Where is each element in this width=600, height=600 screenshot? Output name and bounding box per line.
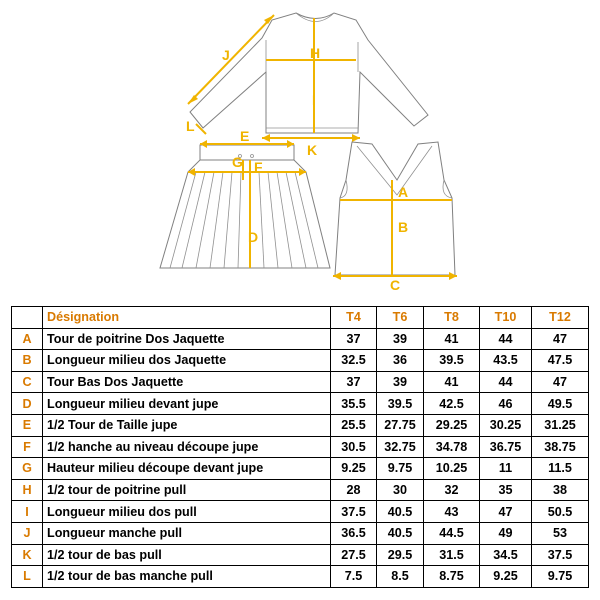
measure-letter: K [12,544,43,566]
measure-value: 37 [331,371,377,393]
measure-value: 25.5 [331,414,377,436]
table-row [12,501,589,523]
pullover-drawing [190,13,428,133]
measure-value: 7.5 [331,566,377,588]
measure-name: Longueur milieu dos Jaquette [43,350,331,372]
measure-value: 11.5 [532,458,589,480]
measure-value: 53 [532,522,589,544]
measure-value: 9.75 [532,566,589,588]
measure-letter: A [12,328,43,350]
label-J: J [222,47,230,63]
table-body [12,328,589,587]
skirt-drawing [160,145,330,268]
header-designation: Désignation [43,307,331,329]
measure-value: 36 [377,350,424,372]
measure-name: Hauteur milieu découpe devant jupe [43,458,331,480]
label-D: D [248,229,259,245]
measure-value: 9.25 [331,458,377,480]
measure-value: 39.5 [377,393,424,415]
measure-value: 44 [480,328,532,350]
measure-value: 29.25 [424,414,480,436]
measure-value: 43.5 [480,350,532,372]
label-F: F [254,159,263,175]
measure-value: 8.5 [377,566,424,588]
measure-name: Longueur milieu devant jupe [43,393,331,415]
measure-name: 1/2 tour de bas pull [43,544,331,566]
label-C: C [390,277,401,293]
measure-value: 39.5 [424,350,480,372]
measure-value: 27.5 [331,544,377,566]
measure-name: 1/2 tour de poitrine pull [43,479,331,501]
measure-letter: C [12,371,43,393]
measure-value: 41 [424,371,480,393]
table-row [12,350,589,372]
label-A: A [398,184,409,200]
measure-value: 39 [377,371,424,393]
measure-value: 40.5 [377,501,424,523]
measure-value: 37.5 [331,501,377,523]
measure-value: 32 [424,479,480,501]
table-row [12,544,589,566]
measure-name: Tour de poitrine Dos Jaquette [43,328,331,350]
measure-value: 47.5 [532,350,589,372]
measure-name: 1/2 tour de bas manche pull [43,566,331,588]
measure-value: 34.78 [424,436,480,458]
header-size-t10: T10 [480,307,532,329]
table-row [12,458,589,480]
measure-value: 43 [424,501,480,523]
measure-letter: B [12,350,43,372]
measure-value: 39 [377,328,424,350]
measure-value: 47 [532,328,589,350]
header-size-t4: T4 [331,307,377,329]
header-size-t8: T8 [424,307,480,329]
header-size-t12: T12 [532,307,589,329]
measure-value: 44 [480,371,532,393]
size-chart-table [11,306,589,588]
measure-value: 8.75 [424,566,480,588]
measure-value: 31.5 [424,544,480,566]
table-row [12,414,589,436]
measure-name: 1/2 hanche au niveau découpe jupe [43,436,331,458]
table-row [12,436,589,458]
measure-name: Longueur manche pull [43,522,331,544]
label-G: G [232,154,243,170]
table-row [12,328,589,350]
table-row [12,566,589,588]
measure-value: 35.5 [331,393,377,415]
label-L: L [186,118,195,134]
label-E: E [240,128,250,144]
measure-letter: L [12,566,43,588]
measure-name: Longueur milieu dos pull [43,501,331,523]
measure-value: 27.75 [377,414,424,436]
measure-value: 44.5 [424,522,480,544]
measure-value: 38 [532,479,589,501]
measure-value: 10.25 [424,458,480,480]
label-K: K [307,142,318,158]
label-B: B [398,219,409,235]
measure-value: 30.25 [480,414,532,436]
measure-value: 49.5 [532,393,589,415]
measure-value: 11 [480,458,532,480]
measure-value: 32.5 [331,350,377,372]
measure-value: 30 [377,479,424,501]
measure-value: 37.5 [532,544,589,566]
measure-letter: E [12,414,43,436]
measure-name: Tour Bas Dos Jaquette [43,371,331,393]
measure-value: 32.75 [377,436,424,458]
measure-value: 9.75 [377,458,424,480]
measure-letter: F [12,436,43,458]
measure-value: 36.75 [480,436,532,458]
measure-value: 28 [331,479,377,501]
measure-value: 41 [424,328,480,350]
measure-name: 1/2 Tour de Taille jupe [43,414,331,436]
measure-value: 30.5 [331,436,377,458]
measure-value: 37 [331,328,377,350]
table-row [12,371,589,393]
measure-value: 40.5 [377,522,424,544]
table-header-row [12,307,589,329]
label-I: I [312,92,316,108]
measure-letter: D [12,393,43,415]
measure-value: 47 [480,501,532,523]
header-letter-cell [12,307,43,329]
measure-letter: H [12,479,43,501]
measure-value: 38.75 [532,436,589,458]
measure-value: 50.5 [532,501,589,523]
header-size-t6: T6 [377,307,424,329]
measure-value: 29.5 [377,544,424,566]
measure-value: 31.25 [532,414,589,436]
measure-value: 36.5 [331,522,377,544]
measure-value: 46 [480,393,532,415]
table-row [12,393,589,415]
measure-letter: J [12,522,43,544]
measure-value: 47 [532,371,589,393]
table-row [12,522,589,544]
measure-value: 49 [480,522,532,544]
measure-letter: G [12,458,43,480]
vest-drawing [335,142,455,275]
measure-value: 42.5 [424,393,480,415]
label-H: H [310,45,321,61]
measure-letter: I [12,501,43,523]
measure-value: 9.25 [480,566,532,588]
table-row [12,479,589,501]
measure-value: 34.5 [480,544,532,566]
measure-value: 35 [480,479,532,501]
